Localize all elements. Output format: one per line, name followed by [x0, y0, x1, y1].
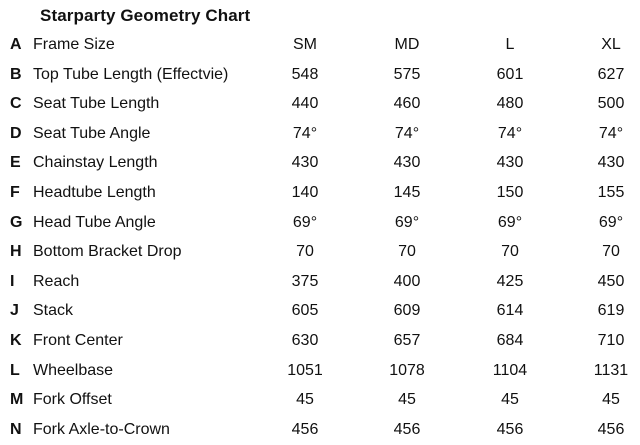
row-letter: D [10, 124, 22, 142]
value-sm: 375 [291, 272, 319, 290]
value-l: 1104 [492, 361, 528, 379]
value-md: 74° [394, 124, 420, 142]
value-sm: 630 [291, 331, 319, 349]
table-row [0, 385, 640, 415]
value-xl: 45 [602, 391, 620, 409]
row-label: Bottom Bracket Drop [33, 243, 182, 261]
value-sm: SM [293, 36, 317, 53]
value-sm: 69° [292, 213, 318, 231]
value-l: 614 [496, 302, 524, 320]
geometry-table [0, 30, 640, 444]
value-sm: 456 [291, 420, 319, 438]
value-md: 657 [393, 331, 421, 349]
row-label: Head Tube Angle [33, 213, 156, 231]
row-label: Seat Tube Length [33, 95, 160, 113]
row-letter: J [10, 302, 19, 320]
row-label: Top Tube Length (Effectvie) [33, 65, 229, 83]
row-letter: L [10, 361, 20, 379]
value-l: 74° [497, 124, 523, 142]
value-xl: 70 [602, 243, 620, 261]
value-xl: 1131 [593, 361, 629, 379]
value-xl: 74° [598, 124, 624, 142]
value-xl: 69° [598, 213, 624, 231]
row-label: Wheelbase [33, 361, 114, 379]
value-xl: 619 [597, 302, 625, 320]
row-letter: C [10, 95, 22, 113]
value-sm: 74° [292, 124, 318, 142]
value-md: 430 [393, 154, 421, 172]
value-sm: 440 [291, 95, 319, 113]
value-xl: 627 [597, 65, 625, 83]
row-label: Headtube Length [33, 183, 156, 201]
row-letter: E [10, 154, 21, 172]
value-l: 456 [496, 420, 524, 438]
table-row [0, 237, 640, 267]
value-md: 45 [398, 391, 416, 409]
value-md: 575 [393, 65, 421, 83]
value-l: 430 [496, 154, 524, 172]
row-letter: N [10, 420, 22, 438]
value-md: 460 [393, 95, 421, 113]
table-row [0, 208, 640, 238]
row-letter: B [10, 65, 22, 83]
value-md: 69° [394, 213, 420, 231]
value-l: L [505, 36, 515, 53]
value-xl: 430 [597, 154, 625, 172]
table-row [0, 326, 640, 356]
value-sm: 70 [296, 243, 314, 261]
row-label: Seat Tube Angle [33, 124, 151, 142]
value-md: 456 [393, 420, 421, 438]
value-xl: 710 [597, 331, 625, 349]
value-sm: 1051 [287, 361, 323, 379]
value-l: 480 [496, 95, 524, 113]
value-l: 150 [496, 183, 524, 201]
value-xl: 500 [597, 95, 625, 113]
value-md: 70 [398, 243, 416, 261]
value-md: 609 [393, 302, 421, 320]
row-label: Chainstay Length [33, 154, 158, 172]
table-row [0, 296, 640, 326]
row-letter: M [10, 391, 24, 409]
value-md: MD [394, 36, 420, 53]
row-label: Fork Offset [33, 391, 112, 409]
chart-title: Starparty Geometry Chart [40, 6, 251, 25]
value-l: 425 [496, 272, 524, 290]
value-l: 45 [501, 391, 519, 409]
table-row [0, 30, 640, 60]
row-label: Stack [33, 302, 74, 320]
row-letter: F [10, 183, 20, 201]
table-row [0, 148, 640, 178]
value-l: 601 [496, 65, 524, 83]
row-letter: I [10, 272, 15, 290]
row-letter: G [10, 213, 23, 231]
value-sm: 430 [291, 154, 319, 172]
value-l: 70 [501, 243, 519, 261]
row-letter: K [10, 331, 22, 349]
table-row [0, 267, 640, 297]
value-xl: 456 [597, 420, 625, 438]
value-xl: 155 [597, 183, 625, 201]
table-row [0, 119, 640, 149]
value-l: 684 [496, 331, 524, 349]
row-letter: A [10, 36, 22, 53]
value-l: 69° [497, 213, 523, 231]
row-label: Reach [33, 272, 80, 290]
row-label: Front Center [33, 331, 123, 349]
row-label: Frame Size [33, 36, 115, 53]
table-row [0, 178, 640, 208]
value-md: 1078 [389, 361, 425, 379]
value-sm: 548 [291, 65, 319, 83]
table-row [0, 356, 640, 386]
table-row [0, 60, 640, 90]
table-row [0, 89, 640, 119]
row-letter: H [10, 243, 22, 261]
value-md: 145 [393, 183, 421, 201]
table-row [0, 415, 640, 445]
value-sm: 45 [296, 391, 314, 409]
value-sm: 140 [291, 183, 319, 201]
value-xl: 450 [597, 272, 625, 290]
value-xl: XL [601, 36, 621, 53]
value-sm: 605 [291, 302, 319, 320]
value-md: 400 [393, 272, 421, 290]
row-label: Fork Axle-to-Crown [33, 420, 170, 438]
